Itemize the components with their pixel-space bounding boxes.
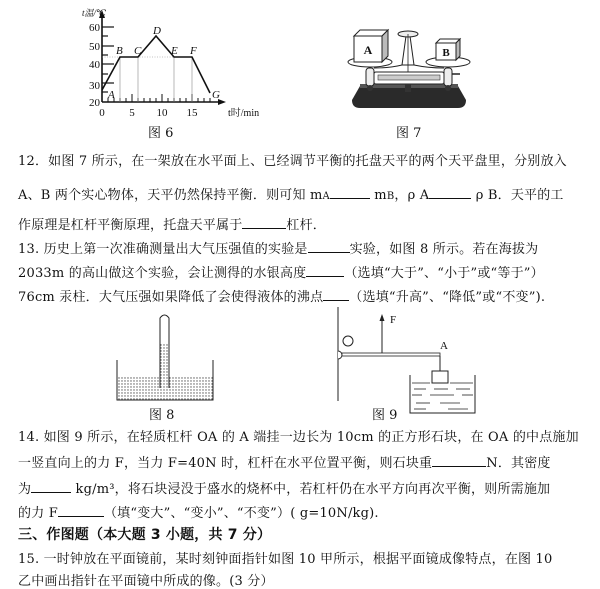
answer-blank-density-value[interactable]	[31, 480, 71, 493]
x-axis-label: t时/min	[228, 108, 260, 119]
point-label-e: E	[171, 45, 178, 57]
answer-blank-mercury-height[interactable]	[306, 264, 344, 277]
answer-blank-boiling-point[interactable]	[323, 288, 349, 301]
q14-line-4: 的力 F （填“变大”、“变小”、“不变”）( g=10N/kg).	[18, 506, 379, 521]
figure-8	[112, 308, 222, 404]
block-a-label: A	[363, 43, 373, 57]
q12-line-2: A、B 两个实心物体，天平仍然保持平衡．则可知 mA mB，ρ A ρ B．天平的工	[18, 188, 564, 203]
figure-6-caption: 图 6	[148, 126, 174, 141]
answer-blank-density[interactable]	[429, 186, 471, 199]
q14-line-2: 一竖直向上的力 F，当力 F=40N 时，杠杆在水平位置平衡，则石块重 N．其密度	[18, 456, 551, 471]
q13-line-3: 76cm 汞柱．大气压强如果降低了会使得液体的沸点 （选填“升高”、“降低”或“不变”).	[18, 290, 546, 305]
q15-line-2: 乙中画出指针在平面镜中所成的像。(3 分）	[18, 574, 274, 589]
answer-blank-stone-weight[interactable]	[432, 454, 486, 467]
q12-line-1: 12．如图 7 所示，在一架放在水平面上、已经调节平衡的托盘天平的两个天平盘里，分别放入	[18, 154, 567, 169]
svg-text:30: 30	[89, 80, 100, 92]
svg-text:0: 0	[99, 107, 105, 119]
q15-line-1: 15. 一时钟放在平面镜前，某时刻钟面指针如图 10 甲所示，根据平面镜成像特点，在图 10	[18, 552, 553, 567]
point-label-f: F	[190, 45, 197, 57]
force-label: F	[390, 314, 397, 326]
svg-text:15: 15	[186, 107, 198, 119]
svg-text:10: 10	[156, 107, 168, 119]
figure-8-caption: 图 8	[149, 408, 175, 423]
q13-line-1: 13. 历史上第一次准确测量出大气压强值的实验是 实验，如图 8 所示。若在海拔为	[18, 242, 539, 257]
figure-9	[330, 305, 490, 417]
point-label-d: D	[153, 25, 161, 37]
balance-scale-illustration	[330, 10, 480, 120]
block-b-label: B	[442, 47, 450, 59]
temperature-time-chart	[80, 2, 280, 140]
torricelli-tube-illustration	[112, 308, 222, 404]
point-label-a: A	[108, 89, 115, 101]
svg-text:20: 20	[89, 97, 100, 109]
answer-blank-experiment[interactable]	[308, 240, 350, 253]
point-label-b: B	[116, 45, 123, 57]
end-a-label: A	[440, 340, 448, 352]
answer-blank-force-change[interactable]	[58, 504, 104, 517]
y-axis-label: t温/℃	[82, 8, 107, 18]
q14-line-3: 为 kg/m³，将石块浸没于盛水的烧杯中，若杠杆仍在水平方向再次平衡，则所需施加	[18, 482, 551, 497]
figure-9-caption: 图 9	[372, 408, 398, 423]
section-3-heading: 三、作图题（本大题 3 小题，共 7 分）	[18, 527, 272, 543]
q13-line-2: 2033m 的高山做这个实验，会让测得的水银高度 （选填“大于”、“小于”或“等于”）	[18, 266, 544, 281]
svg-text:60: 60	[89, 22, 100, 34]
point-label-c: C	[134, 45, 142, 57]
q14-line-1: 14. 如图 9 所示，在轻质杠杆 OA 的 A 端挂一边长为 10cm 的正方形石块，在 OA 的中点施加	[18, 430, 579, 445]
point-label-g: G	[212, 89, 220, 101]
q12-line-3: 作原理是杠杆平衡原理，托盘天平属于 杠杆．	[18, 218, 327, 233]
figure-7	[330, 10, 480, 120]
figure-6	[80, 2, 280, 140]
svg-text:50: 50	[89, 41, 100, 53]
answer-blank-mass[interactable]	[330, 186, 370, 199]
lever-illustration	[330, 305, 490, 417]
figure-7-caption: 图 7	[396, 126, 422, 141]
svg-text:40: 40	[89, 59, 100, 71]
answer-blank-lever-type[interactable]	[242, 216, 286, 229]
svg-text:5: 5	[129, 107, 135, 119]
